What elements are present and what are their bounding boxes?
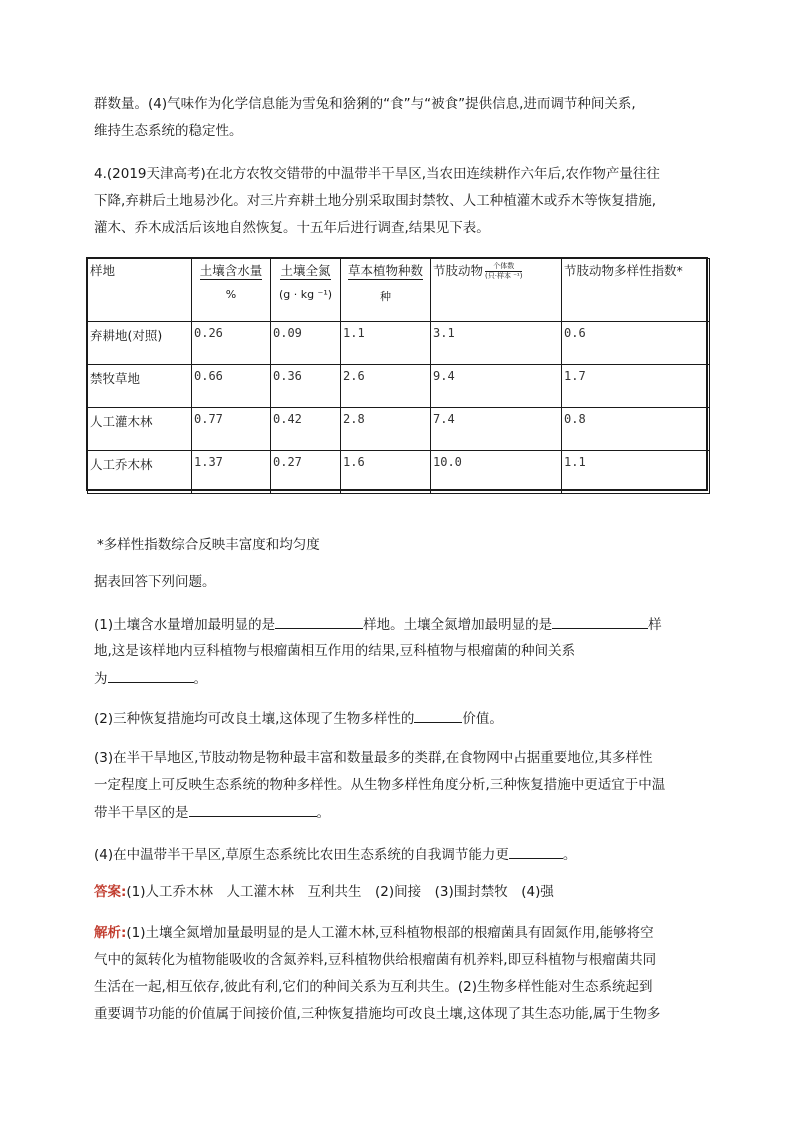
answer-blank[interactable]	[189, 802, 317, 817]
cell-plot: 禁牧草地	[88, 365, 192, 408]
answer-blank[interactable]	[275, 614, 363, 629]
header-plot: 样地	[88, 259, 192, 322]
answer-line	[94, 882, 554, 902]
cell-arthropod: 9.4	[431, 365, 562, 408]
answer-blank[interactable]	[108, 668, 194, 683]
cell-nitrogen: 0.27	[271, 451, 341, 494]
header-herb-species: 草本植物种数 种	[341, 259, 431, 322]
prev-answer-line-2: 维持生态系统的稳定性。	[94, 123, 243, 139]
analysis-line-2: 气中的氮转化为植物能吸收的含氮养料,豆科植物供给根瘤菌有机养料,即豆科植物与根瘤菌共同	[94, 952, 657, 968]
cell-nitrogen: 0.36	[271, 365, 341, 408]
cell-nitrogen: 0.42	[271, 408, 341, 451]
answer-blank[interactable]	[509, 844, 563, 859]
cell-water: 0.77	[192, 408, 271, 451]
table-row	[88, 451, 710, 494]
survey-table	[87, 258, 710, 494]
question-3-line-2: 一定程度上可反映生态系统的物种多样性。从生物多样性角度分析,三种恢复措施中更适宜于中温	[94, 777, 666, 793]
analysis-label: 解析:	[94, 925, 127, 941]
cell-arthropod: 3.1	[431, 322, 562, 365]
cell-arthropod: 7.4	[431, 408, 562, 451]
answer-blank[interactable]	[552, 614, 648, 629]
cell-herb: 2.8	[341, 408, 431, 451]
table-row	[88, 408, 710, 451]
cell-diversity: 0.6	[562, 322, 710, 365]
question-1-line-2: 地,这是该样地内豆科植物与根瘤菌相互作用的结果,豆科植物与根瘤菌的种间关系	[94, 643, 576, 659]
cell-water: 0.66	[192, 365, 271, 408]
table-row	[88, 322, 710, 365]
cell-herb: 1.6	[341, 451, 431, 494]
header-nitrogen: 土壤全氮 (g · kg ⁻¹)	[271, 259, 341, 322]
answer-label: 答案:	[94, 884, 127, 900]
question-line-3: 灌木、乔木成活后该地自然恢复。十五年后进行调查,结果见下表。	[94, 220, 490, 236]
cell-nitrogen: 0.09	[271, 322, 341, 365]
table-footnote: *多样性指数综合反映丰富度和均匀度	[97, 537, 320, 553]
answer-text: (1)人工乔木林 人工灌木林 互利共生 (2)间接 (3)围封禁牧 (4)强	[126, 884, 554, 900]
cell-diversity: 1.7	[562, 365, 710, 408]
table-row	[88, 365, 710, 408]
question-3-line-3: 带半干旱区的是 。	[94, 802, 330, 823]
cell-water: 1.37	[192, 451, 271, 494]
question-1-line-3: 为 。	[94, 668, 207, 689]
cell-herb: 1.1	[341, 322, 431, 365]
answer-blank[interactable]	[414, 708, 462, 723]
cell-water: 0.26	[192, 322, 271, 365]
cell-diversity: 1.1	[562, 451, 710, 494]
cell-plot: 人工乔木林	[88, 451, 192, 494]
question-line-1: 4.(2019天津高考)在北方农牧交错带的中温带半干旱区,当农田连续耕作六年后,农作物产量往往	[94, 166, 660, 182]
question-2: (2)三种恢复措施均可改良土壤,这体现了生物多样性的 价值。	[94, 708, 503, 729]
header-arthropod: 节肢动物 $\frac{\text{个体数}}{\text{(只·样本 ⁻¹)}}$	[431, 259, 562, 322]
table-header-row	[88, 259, 710, 322]
analysis-line-4: 重要调节功能的价值属于间接价值,三种恢复措施均可改良土壤,这体现了其生态功能,属于生物多	[94, 1006, 661, 1022]
prev-answer-line-1: 群数量。(4)气味作为化学信息能为雪兔和猞猁的“食”与“被食”提供信息,进而调节种间关系,	[94, 96, 636, 112]
question-1-line-1: (1)土壤含水量增加最明显的是 样地。土壤全氮增加最明显的是 样	[94, 614, 662, 635]
cell-plot: 弃耕地(对照)	[88, 322, 192, 365]
question-3-line-1: (3)在半干旱地区,节肢动物是物种最丰富和数量最多的类群,在食物网中占据重要地位,其多样性	[94, 750, 653, 766]
cell-plot: 人工灌木林	[88, 408, 192, 451]
header-water: 土壤含水量 %	[192, 259, 271, 322]
answer-prompt: 据表回答下列问题。	[94, 574, 216, 590]
cell-diversity: 0.8	[562, 408, 710, 451]
cell-arthropod: 10.0	[431, 451, 562, 494]
question-4: (4)在中温带半干旱区,草原生态系统比农田生态系统的自我调节能力更 。	[94, 844, 576, 865]
question-line-2: 下降,弃耕后土地易沙化。对三片弃耕土地分别采取围封禁牧、人工种植灌木或乔木等恢复措施,	[94, 193, 657, 209]
analysis-line-1: 解析:(1)土壤全氮增加量最明显的是人工灌木林,豆科植物根部的根瘤菌具有固氮作用,能够将空	[94, 925, 654, 941]
cell-herb: 2.6	[341, 365, 431, 408]
header-diversity: 节肢动物多样性指数*	[562, 259, 710, 322]
analysis-line-3: 生活在一起,相互依存,彼此有利,它们的种间关系为互利共生。(2)生物多样性能对生态系统起到	[94, 979, 653, 995]
